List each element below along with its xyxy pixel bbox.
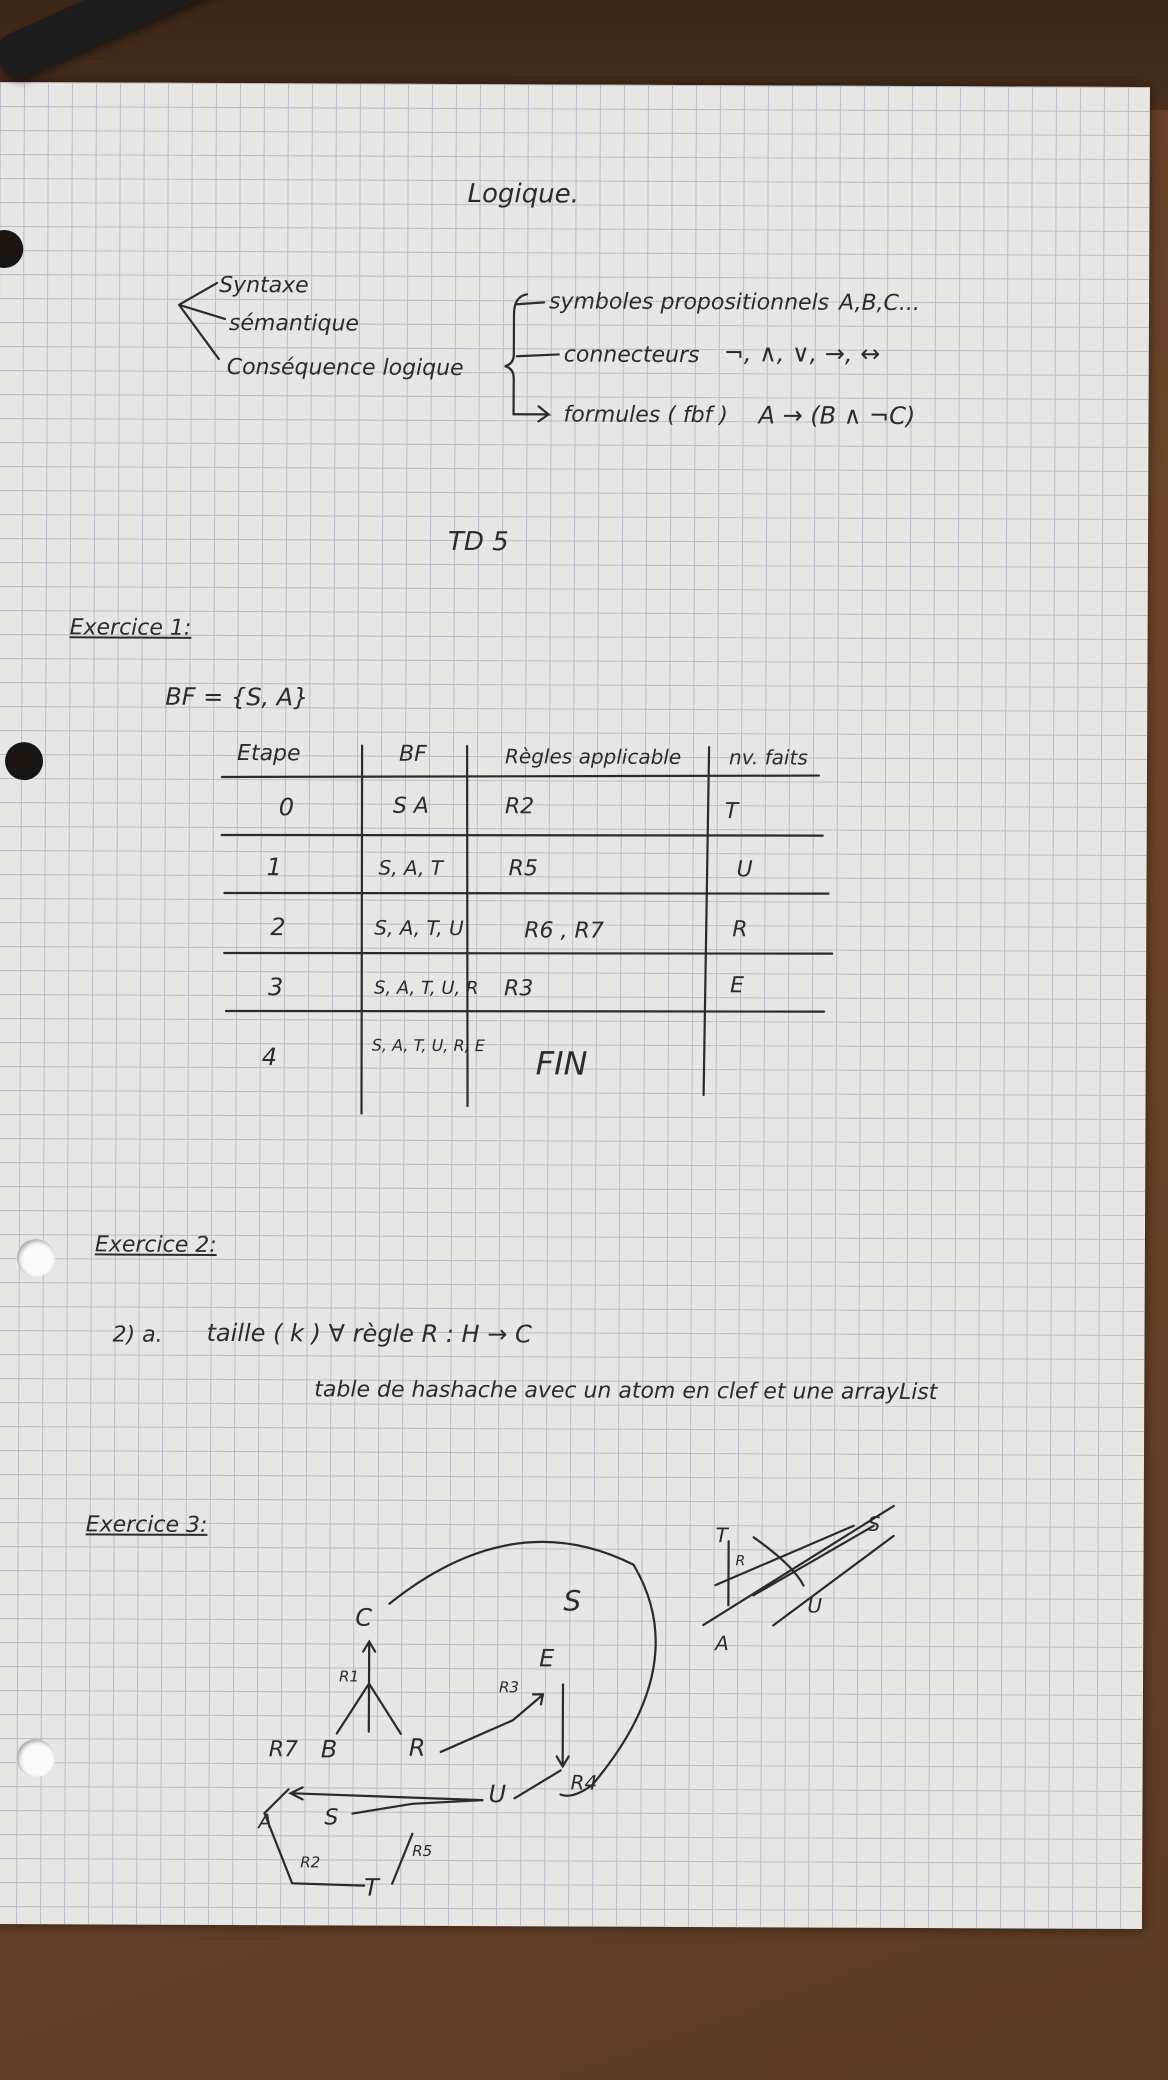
td-heading: TD 5 (447, 526, 509, 558)
graph-edge-t-r5 (392, 1834, 412, 1884)
symbols-example: A,B,C... (838, 290, 920, 317)
graph-edge-r1-to-c (363, 1642, 375, 1732)
small-graph-node-u: U (807, 1593, 823, 1618)
connectors-label: connecteurs (563, 342, 700, 369)
formulas-example: A → (B ∧ ¬C) (758, 401, 916, 430)
brace-arrows (514, 302, 560, 421)
table-col-line (466, 746, 470, 1106)
small-graph-node-s: S (867, 1511, 881, 1536)
branch-syntax: Syntaxe (219, 272, 309, 299)
graph-node-r5: R5 (412, 1841, 433, 1860)
table-cell-bf: S, A, T, U, R (374, 977, 479, 1000)
table-cell-faits: R (732, 917, 748, 943)
table-cell-regles: R5 (508, 856, 538, 882)
table-cell-etape: 0 (278, 793, 295, 822)
graph-node-s-big: S (563, 1584, 582, 1618)
table-cell-faits: U (736, 857, 753, 883)
symbols-label: symboles propositionnels (548, 289, 830, 316)
graph-node-u: U (488, 1780, 507, 1809)
table-cell-etape: 1 (266, 853, 282, 882)
branch-consequence: Conséquence logique (226, 354, 464, 382)
graph-node-r2: R2 (300, 1853, 321, 1872)
table-header-etape: Etape (237, 741, 301, 767)
graph-edge-r4-to-u (515, 1770, 561, 1798)
branch-semantics: sémantique (228, 311, 360, 337)
graph-edge-a-r2-t (264, 1789, 364, 1885)
exercise2-prefix: 2) a. (112, 1322, 163, 1348)
graph-node-r4: R4 (570, 1770, 598, 1795)
table-row-line (222, 833, 823, 838)
graph-node-t: T (364, 1873, 379, 1902)
graph-node-c: C (355, 1603, 373, 1632)
table-cell-regles: FIN (535, 1044, 588, 1083)
table-cell-bf: S, A, T (378, 855, 444, 880)
graph-node-b: B (320, 1735, 338, 1764)
small-graph-node-a: A (715, 1631, 729, 1656)
graph-node-r: R (408, 1733, 426, 1762)
pen-strokes (0, 82, 1150, 1929)
exercise1-bf: BF = {S, A} (165, 682, 309, 712)
table-cell-bf: S A (392, 793, 429, 819)
table-header-regles: Règles applicable (505, 744, 682, 769)
table-row-line (224, 891, 828, 896)
graph-node-s-small: S (324, 1805, 339, 1831)
table-cell-regles: R3 (503, 976, 534, 1002)
graph-node-e: E (539, 1644, 555, 1673)
graph-edge-s-to-r4 (389, 1541, 657, 1796)
table-cell-faits: E (730, 973, 745, 999)
graph-node-r7: R7 (268, 1737, 299, 1763)
graph-node-a: A (258, 1809, 273, 1834)
connectors-example: ¬, ∧, ∨, →, ↔ (723, 339, 881, 368)
page-title: Logique. (467, 179, 579, 210)
table-row-line (224, 951, 832, 956)
syntax-brace (505, 294, 528, 414)
exercise1-title: Exercice 1: (69, 615, 192, 641)
table-col-line (704, 747, 710, 1095)
exercise2-title: Exercice 2: (94, 1232, 217, 1258)
small-graph-hatching (703, 1505, 894, 1626)
table-cell-bf: S, A, T, U (374, 915, 464, 941)
table-cell-regles: R6 , R7 (524, 918, 604, 944)
small-graph-node-t: T (715, 1523, 728, 1548)
table-cell-etape: 2 (270, 913, 286, 942)
graph-node-r1: R1 (339, 1667, 360, 1686)
table-row-line (226, 1009, 824, 1014)
small-graph-node-r: R (735, 1553, 746, 1570)
grid-paper-sheet (0, 82, 1150, 1929)
exercise2-line2: table de hashache avec un atom en clef et une arrayList (314, 1377, 938, 1406)
table-cell-etape: 4 (261, 1043, 278, 1072)
table-cell-faits: T (724, 799, 739, 825)
table-cell-regles: R2 (504, 794, 535, 820)
table-header-bf: BF (399, 741, 427, 767)
branch-fork (179, 283, 225, 359)
table-cell-etape: 3 (267, 973, 284, 1002)
formulas-label: formules ( fbf ) (563, 402, 728, 429)
table-col-line (361, 746, 364, 1114)
small-graph-edges (728, 1537, 803, 1605)
table-cell-bf: S, A, T, U, R, E (371, 1035, 485, 1056)
graph-edge-r-to-r3 (441, 1694, 543, 1752)
exercise2-line1: taille ( k ) ∀ règle R : H → C (206, 1318, 532, 1349)
graph-node-r3: R3 (498, 1678, 520, 1697)
graph-edge-e-r4 (557, 1684, 569, 1766)
table-header-line (222, 773, 819, 780)
exercise3-title: Exercice 3: (85, 1512, 208, 1538)
table-header-faits: nv. faits (729, 745, 808, 770)
graph-edge-s-r5-u (352, 1800, 482, 1815)
graph-edge-u-to-r7 (291, 1787, 483, 1800)
